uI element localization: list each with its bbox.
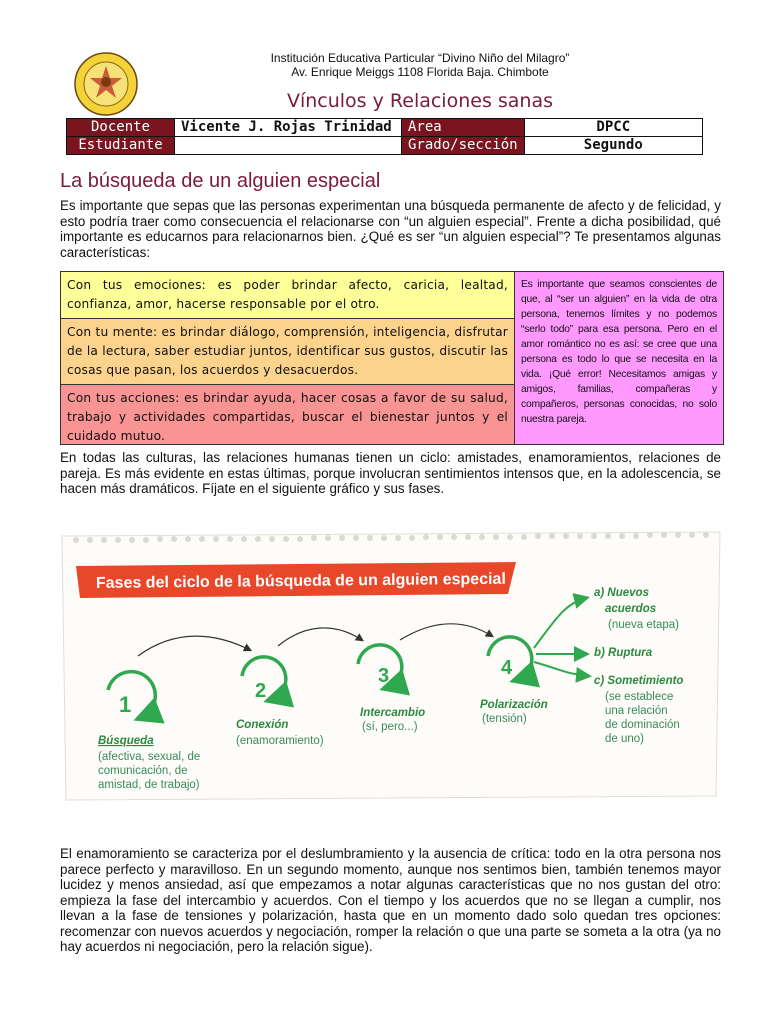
cycle-diagram — [56, 528, 722, 802]
outcome-c-desc-3: de dominación — [605, 719, 680, 731]
outcome-c-label: c) Sometimiento — [594, 675, 684, 687]
grado-value: Segundo — [524, 137, 702, 155]
institution-name: Institución Educativa Particular “Divino Niño del Milagro” — [270, 51, 570, 65]
phase-4-desc: (tensión) — [482, 713, 527, 725]
outcome-a-label-2: acuerdos — [605, 603, 657, 615]
outcome-a-desc: (nueva etapa) — [608, 619, 679, 631]
phase-1-desc-2: comunicación, de — [98, 765, 188, 777]
cycle-paragraph: En todas las culturas, las relaciones humanas tienen un ciclo: amistades, enamoramientos, relaciones de pareja. Es más evidente en estas últimas, porque involucran sentimientos intensos que, en la adolescencia, se hacen más dramáticos. Fíjate en el siguiente gráfico y sus fases. — [60, 450, 721, 496]
diagram-title: Fases del ciclo de la búsqueda de un alguien especial — [95, 570, 506, 592]
closing-paragraph: El enamoramiento se caracteriza por el deslumbramiento y la ausencia de crítica: todo en la otra persona nos parece perfecto y maravilloso. En un segundo momento, aunque nos sentimos bien, también tenemos mayor lucidez y menos ansiedad, así que empezamos a notar algunas características que no nos gustan del otro: empieza la fase del intercambio y acuerdos. Con el tiempo y los acuerdos que no se llegan a cumplir, nos llevan a la fase de tensiones y polarización, hasta que en un momento dado solo quedan tres opciones: recomenzar con nuevos acuerdos y negociación, romper la relación o que una parte se someta a la otra (ya no hay acuerdos ni negociación, pero la relación sigue). — [60, 846, 721, 954]
area-label: Area — [402, 119, 525, 137]
school-crest-icon — [74, 52, 138, 116]
emotions-cell: Con tus emociones: es poder brindar afecto, caricia, lealtad, confianza, amor, hacerse responsable por el otro. — [61, 272, 514, 319]
outcome-c-desc-2: una relación — [605, 705, 668, 717]
romantic-love-note: Es importante que seamos conscientes de que, al “ser un alguien” en la vida de otra persona, tenemos límites y no podemos “serlo todo” para esa persona. Pero en el amor romántico no es así: se cree que una persona es todo lo que se necesita en la vida. ¡Qué error! Necesitamos amigas y amigos, familias, compañeras y compañeros, personas conocidas, no solo nuestra pareja. — [514, 272, 723, 444]
outcome-b-label: b) Ruptura — [594, 647, 653, 659]
docente-value: Vicente J. Rojas Trinidad — [175, 119, 402, 137]
phase-4-name: Polarización — [480, 699, 548, 711]
svg-text:2: 2 — [255, 680, 267, 702]
phase-2-desc: (enamoramiento) — [236, 735, 324, 747]
phase-2-name: Conexión — [236, 719, 289, 731]
phase-1-name: Búsqueda — [98, 735, 154, 747]
estudiante-label: Estudiante — [67, 137, 175, 155]
svg-text:1: 1 — [119, 692, 132, 717]
section-title: La búsqueda de un alguien especial — [60, 170, 381, 192]
svg-text:3: 3 — [378, 665, 390, 687]
actions-cell: Con tus acciones: es brindar ayuda, hacer cosas a favor de su salud, trabajo y actividades compartidas, buscar el bienestar juntos y el cuidado mutuo. — [61, 385, 514, 444]
intro-paragraph: Es importante que sepas que las personas experimentan una búsqueda permanente de afecto y de felicidad, y esto podría traer como consecuencia el relacionarse con “un alguien especial”. Frente a dicha posibilidad, qué importante es educarnos para relacionarnos bien. ¿Qué es ser “un alguien especial”? Te presentamos algunas características: — [60, 198, 721, 260]
mind-cell: Con tu mente: es brindar diálogo, comprensión, inteligencia, disfrutar de la lectura, saber estudiar juntos, identificar sus gustos, discutir las cosas que pasan, los acuerdos y desacuerdos. — [61, 319, 514, 385]
document-title: Vínculos y Relaciones sanas — [286, 90, 554, 112]
estudiante-value[interactable] — [175, 137, 402, 155]
outcome-c-desc-4: de uno) — [605, 733, 645, 745]
outcome-c-desc-1: (se establece — [605, 691, 674, 703]
area-value: DPCC — [524, 119, 702, 137]
phase-1-desc-3: amistad, de trabajo) — [98, 779, 200, 791]
characteristics-box — [60, 271, 724, 445]
docente-label: Docente — [67, 119, 175, 137]
outcome-a-label: a) Nuevos — [594, 587, 649, 599]
grado-label: Grado/sección — [402, 137, 525, 155]
info-table — [66, 118, 703, 155]
svg-text:4: 4 — [501, 657, 513, 679]
phase-3-desc: (sí, pero...) — [362, 721, 418, 733]
institution-address: Av. Enrique Meiggs 1108 Florida Baja. Chimbote — [291, 65, 549, 79]
phase-3-name: Intercambio — [360, 707, 426, 719]
phase-1-desc-1: (afectiva, sexual, de — [98, 751, 201, 763]
